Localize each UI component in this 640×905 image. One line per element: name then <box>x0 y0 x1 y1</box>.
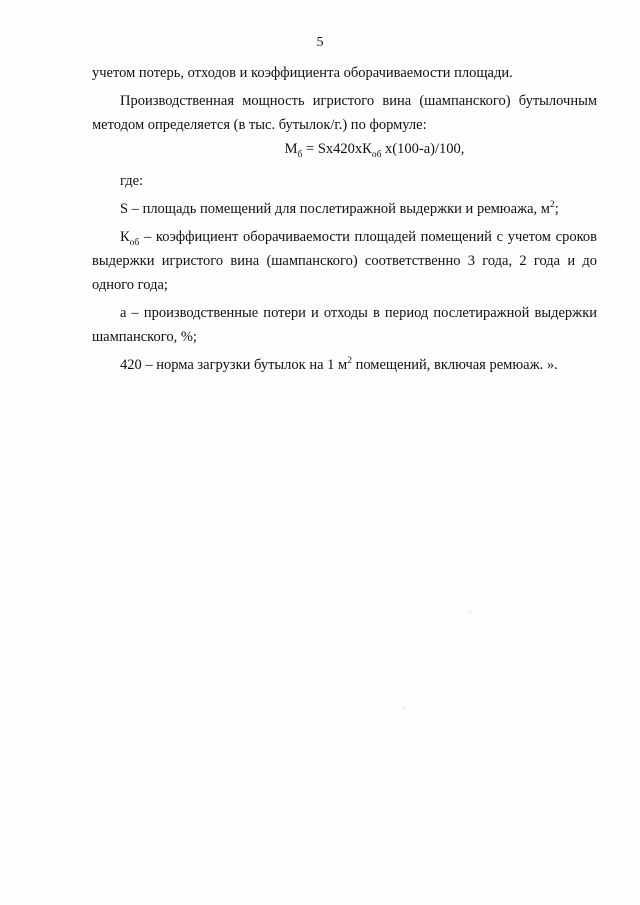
definition-k-subscript: об <box>129 237 140 248</box>
definition-norm-superscript: 2 <box>347 356 352 367</box>
paragraph-capacity: Производственная мощность игристого вина (шампанского) бутылочным методом определяется (в тыс. бутылок/г.) по формуле: <box>92 93 597 133</box>
formula-mid-subscript: об <box>371 149 382 160</box>
definition-k-text: – коэффициент оборачиваемости площадей помещений с учетом сроков выдержки игристого вина (шампанского) соответственно 3 года, 2 года и до одного года; <box>92 229 597 293</box>
definition-s-text: S – площадь помещений для послетиражной выдержки и ремюажа, м <box>120 201 550 217</box>
definition-k-head: К <box>120 229 130 245</box>
definition-norm-tail: помещений, включая ремюаж. ». <box>351 357 558 373</box>
document-body <box>92 61 597 377</box>
formula-lhs: М <box>284 141 298 157</box>
scan-speck <box>470 612 471 613</box>
definition-k <box>92 225 597 297</box>
page-number: 5 <box>316 35 324 50</box>
definition-s-superscript: 2 <box>549 200 555 211</box>
definition-s-tail: ; <box>554 201 559 217</box>
definition-norm <box>92 353 597 377</box>
paragraph-continuation: учетом потерь, отходов и коэффициента оборачиваемости площади. <box>92 65 513 81</box>
definition-a: а – производственные потери и отходы в период послетиражной выдержки шампанского, %; <box>92 305 597 345</box>
formula-rhs: х(100-а)/100, <box>381 141 465 157</box>
formula <box>92 137 597 161</box>
definition-norm-text: 420 – норма загрузки бутылок на 1 м <box>120 357 348 373</box>
definition-s <box>92 197 597 221</box>
where-label: где: <box>120 173 144 189</box>
formula-lhs-subscript: б <box>297 149 303 160</box>
scan-speck <box>404 708 405 709</box>
formula-mid: = Sх420хК <box>302 141 372 157</box>
